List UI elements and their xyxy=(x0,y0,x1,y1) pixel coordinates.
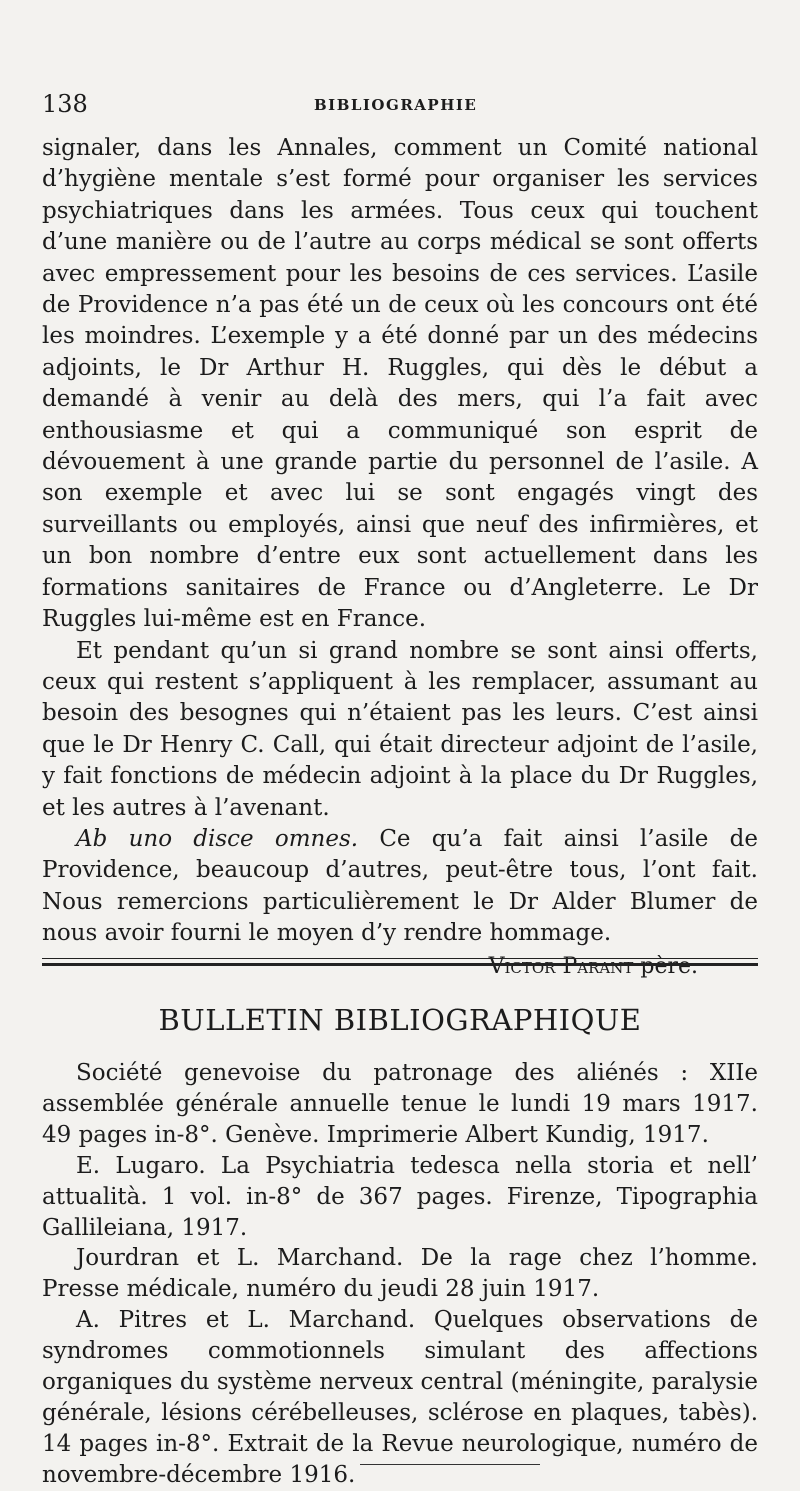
article-paragraph-3-text: Ce qu’a fait ainsi l’asile de Providence, beaucoup d’autres, peut-être tous, l’ont fait. Nous remercions particulièrement le Dr Alder Blumer de nous avoir fourni le moyen d’y rendre hommage. xyxy=(42,825,758,947)
bulletin-entries xyxy=(42,1058,758,1491)
author-suffix: père. xyxy=(633,953,698,979)
article-paragraph-3 xyxy=(42,824,758,950)
bulletin-entry: E. Lugaro. La Psychiatria tedesca nella storia et nell’ attualità. 1 vol. in-8° de 367 pages. Firenze, Tipographia Gallileiana, 1917. xyxy=(42,1152,758,1241)
running-head: BIBLIOGRAPHIE xyxy=(314,96,478,114)
section-divider-thin xyxy=(42,958,758,959)
latin-phrase: Ab uno disce omnes. xyxy=(76,825,359,852)
section-divider-thick xyxy=(42,963,758,966)
section-title: BULLETIN BIBLIOGRAPHIQUE xyxy=(158,1003,642,1037)
bulletin-entry: Jourdran et L. Marchand. De la rage chez l’homme. Presse médicale, numéro du jeudi 28 juin 1917. xyxy=(42,1245,758,1303)
article-body xyxy=(42,133,758,982)
page-header xyxy=(42,90,758,120)
article-paragraph-1: signaler, dans les Annales, comment un Comité national d’hygiène mentale s’est formé pour organiser les services psychiatriques dans les armées. Tous ceux qui touchent d’une manière ou de l’autre au corps médical se sont offerts avec empressement pour les besoins de ces services. L’asile de Providence n’a pas été un de ceux où les concours ont été les moindres. L’exemple y a été donné par un des médecins adjoints, le Dr Arthur H. Ruggles, qui dès le début a demandé à venir au delà des mers, qui l’a fait avec enthousiasme et qui a communiqué son esprit de dévouement à une grande partie du personnel de l’asile. A son exemple et avec lui se sont engagés vingt des surveillants ou employés, ainsi que neuf des infirmières, et un bon nombre d’entre eux sont actuellement dans les formations sanitaires de France ou d’Angleterre. Le Dr Ruggles lui-même est en France. xyxy=(42,135,758,633)
page-number: 138 xyxy=(42,90,88,118)
author-signature xyxy=(42,951,758,982)
author-name: Victor Parant xyxy=(488,953,634,979)
bulletin-entry: A. Pitres et L. Marchand. Quelques observations de syndromes commotionnels simulant des affections organiques du système nerveux central (méningite, paralysie générale, lésions cérébelleuses, sclérose en plaques, tabès). 14 pages in-8°. Extrait de la Revue neurologique, numéro de novembre-décembre 1916. xyxy=(42,1307,758,1488)
footer-rule xyxy=(360,1464,540,1465)
article-paragraph-2: Et pendant qu’un si grand nombre se sont ainsi offerts, ceux qui restent s’appliquent à les remplacer, assumant au besoin des besognes qui n’étaient pas les leurs. C’est ainsi que le Dr Henry C. Call, qui était directeur adjoint de l’asile, y fait fonctions de médecin adjoint à la place du Dr Ruggles, et les autres à l’avenant. xyxy=(42,637,758,821)
bulletin-entry: Société genevoise du patronage des aliénés : XIIe assemblée générale annuelle tenue le lundi 19 mars 1917. 49 pages in-8°. Genève. Imprimerie Albert Kundig, 1917. xyxy=(42,1060,758,1148)
